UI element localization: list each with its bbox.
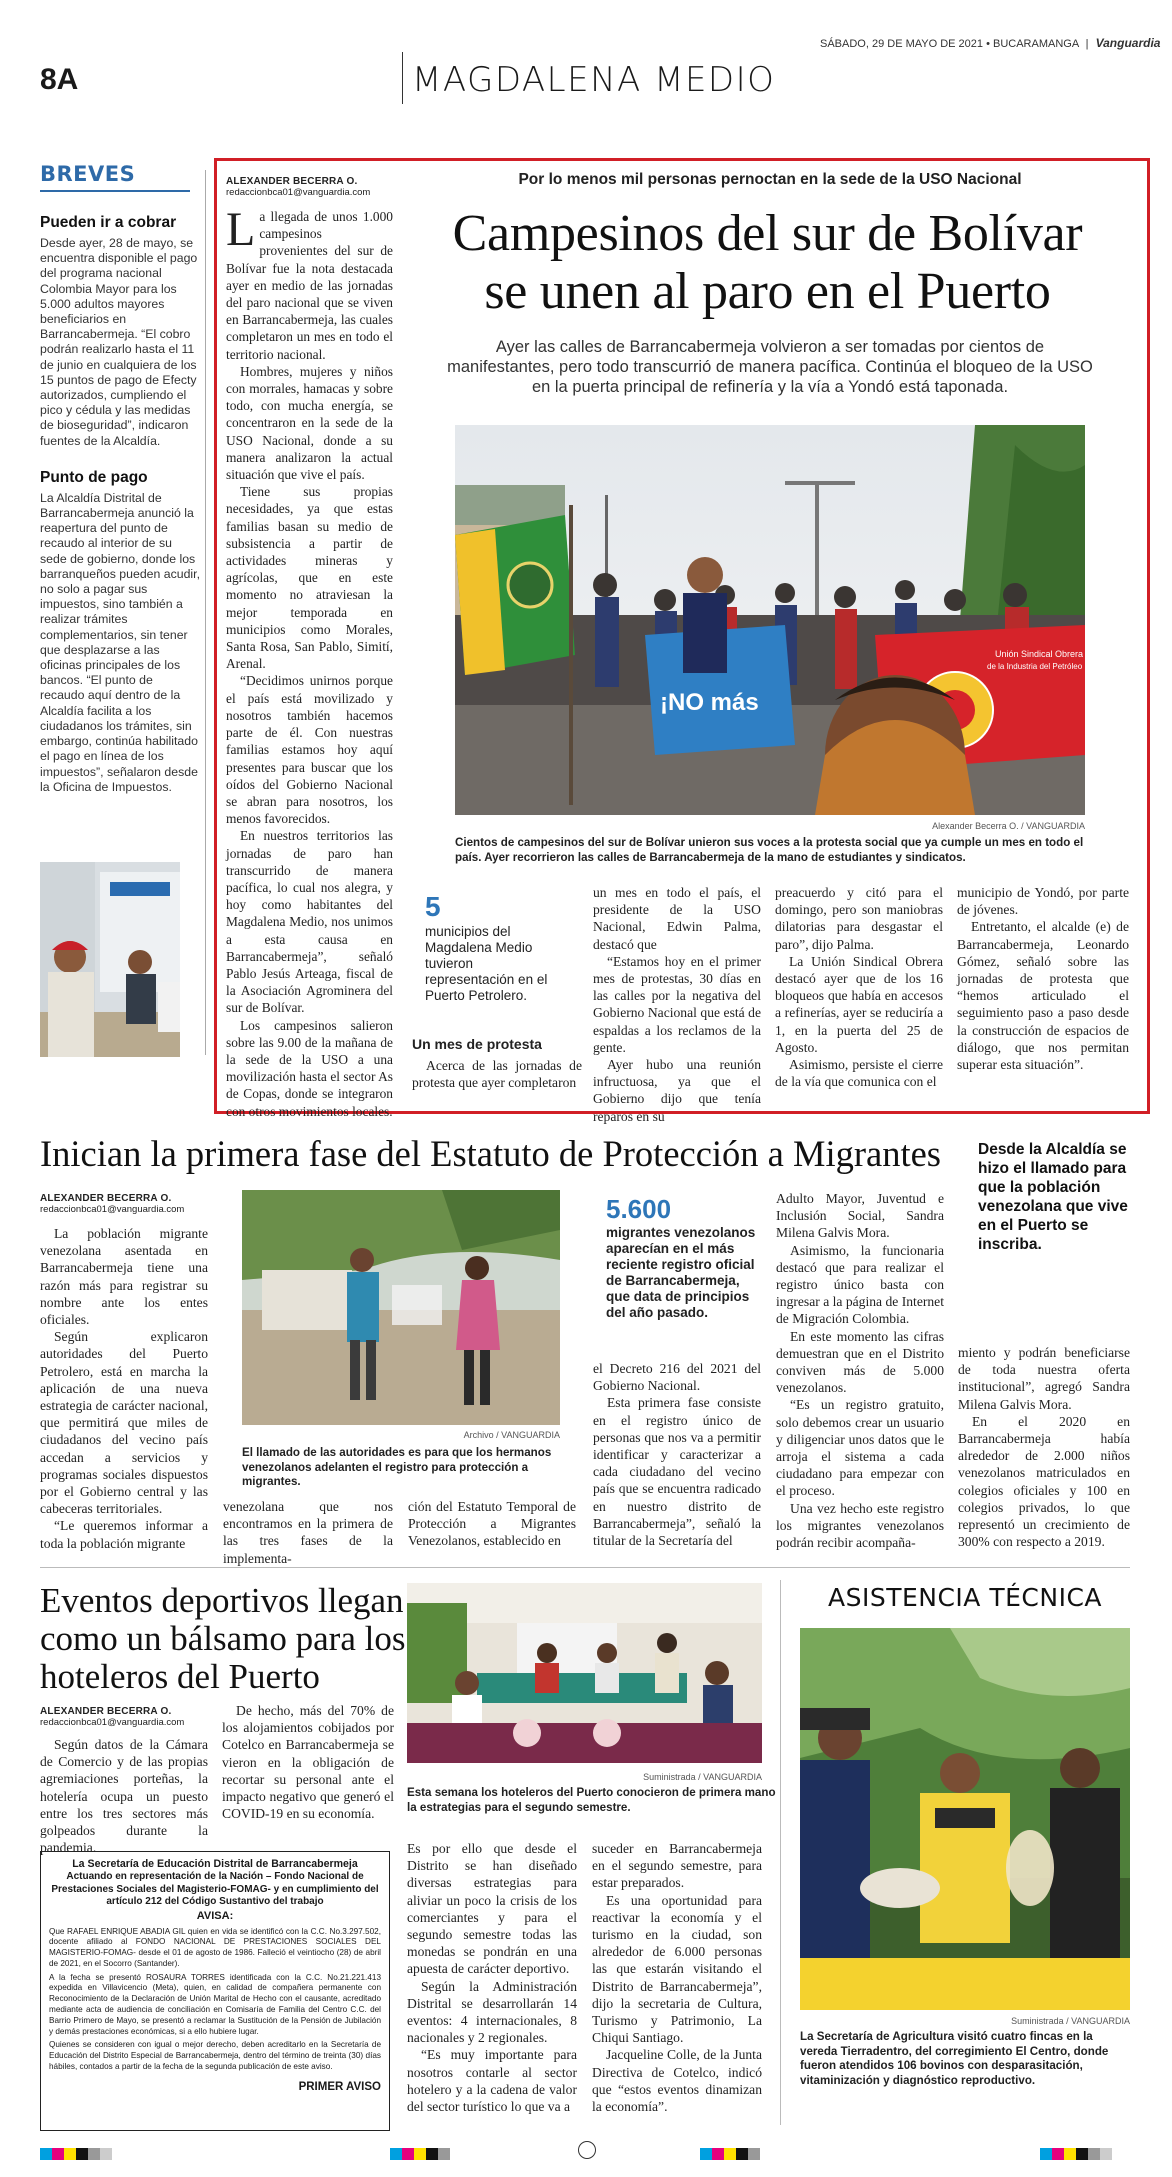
article-paragraph: Es por ello que desde el Distrito se han diseñado diversas estrategias para aliviar un poco la crisis de los comerciantes y para el segundo semestre todas las monedas se pondrán en una apuesta de carácter deportivo. <box>407 1841 577 1977</box>
technical-photo <box>800 1628 1130 2010</box>
lead-stat <box>425 892 555 1004</box>
article-paragraph: Según la Administración Distrital se desarrollarán 14 eventos: 4 internacionales, 8 nacionales y 2 regionales. <box>407 1978 577 2046</box>
article-paragraph: suceder en Barrancabermeja en el segundo semestre, para estar preparados. <box>592 1841 762 1891</box>
lead-paragraph <box>226 203 393 363</box>
column-divider <box>780 1580 781 2125</box>
lead-paragraph: municipio de Yondó, por parte de jóvenes. <box>957 885 1129 918</box>
technical-headline: ASISTENCIA TÉCNICA <box>827 1583 1102 1612</box>
migrants-column-3 <box>593 1360 761 1549</box>
brief-item <box>40 214 200 449</box>
migrants-byline <box>40 1193 184 1215</box>
lead-headline <box>405 205 1130 321</box>
author-name: ALEXANDER BECERRA O. <box>40 1706 172 1717</box>
sports-byline <box>40 1706 184 1728</box>
lead-column-5 <box>957 884 1129 1073</box>
notice-subtitle: Actuando en representación de la Nación – Fondo Nacional de Prestaciones Sociales del Magisterio-FOMAG- y en cumplimiento del artículo 212 del Código Sustantivo del trabajo <box>51 1871 379 1907</box>
brief-text: La Alcaldía Distrital de Barrancabermeja anunció la reapertura del punto de recaudo al interior de su sede de gobierno, donde los barranqueños pueden acudir, no solo a pagar sus impuestos, sino también a realizar trámites complementarios, sin tener que desplazarse a las oficinas principales de los bancos. “El punto de recaudo aquí dentro de la Alcaldía facilita a los ciudadanos los trámites, sin embargo, continúa habilitado el pago en línea de los impuestos”, señalaron desde la Oficina de Impuestos. <box>40 490 200 794</box>
article-paragraph: Esta primera fase consiste en el registro único de personas que nos va a permitir identificar y caracterizar a cada ciudadano del vecino país que se encuentra radicado en nuestro distrito de Barrancabermeja”, señaló la titular de la Secretaría del <box>593 1395 761 1549</box>
author-email: redaccionbca01@vanguardia.com <box>40 1204 185 1215</box>
lead-photo-credit: Alexander Becerra O. / VANGUARDIA <box>932 821 1085 831</box>
lead-paragraph: un mes en todo el país, el presidente de la USO Nacional, Edwin Palma, destacó que <box>593 885 761 952</box>
banner-text: de la Industria del Petróleo <box>987 662 1083 671</box>
technical-photo-credit: Suministrada / VANGUARDIA <box>1011 2016 1130 2026</box>
article-paragraph: Adulto Mayor, Juventud e Inclusión Social, Sandra Milena Galvis Mora. <box>776 1191 944 1241</box>
sports-column-1 <box>40 1736 208 1856</box>
article-paragraph: Según datos de la Cámara de Comercio y de las propias agremiaciones porteñas, la hotelería ocupa un puesto entre los tres sectores más golpeados durante la pandemia. <box>40 1737 208 1856</box>
migrants-caption: El llamado de las autoridades es para que los hermanos venezolanos adelanten el registro para protección a migrantes. <box>242 1446 552 1488</box>
headline-line-1: Campesinos del sur de Bolívar <box>452 205 1083 262</box>
migrants-under-photo-b <box>408 1498 576 1550</box>
notice-footer: PRIMER AVISO <box>298 2080 381 2093</box>
brief-text: Desde ayer, 28 de mayo, se encuentra disponible el pago del programa nacional Colombia Mayor para los 5.000 adultos mayores beneficiarios en Barrancabermeja. “El cobro podrán realizarlo hasta el 11 de junio en cualquiera de los 15 puntos de pago de Efecty autorizados, cumpliendo el pico y cédula y las medidas de bioseguridad”, indicaron fuentes de la Alcaldía. <box>40 236 198 448</box>
headline-line-2: se unen al paro en el Puerto <box>484 263 1051 320</box>
migrants-under-photo-a <box>223 1498 393 1567</box>
dateline: SÁBADO, 29 DE MAYO DE 2021 • BUCARAMANGA | Vanguardia <box>820 36 1161 50</box>
article-paragraph: Según explicaron autoridades del Puerto Petrolero, está en marcha la aplicación de una nueva estrategia de carácter nacional, que permitirá que miles de ciudadanos del vecino país accedan a servicios y programas sociales dispuestos por el Gobierno central y las cabeceras territoriales. <box>40 1329 208 1517</box>
migrants-pullquote: Desde la Alcaldía se hizo el llamado para que la población venezolana que vive en el Puerto se inscriba. <box>978 1141 1128 1253</box>
date-text: SÁBADO, 29 DE MAYO DE 2021 • BUCARAMANGA <box>820 38 1079 50</box>
lead-paragraph: La Unión Sindical Obrera destacó ayer que de los 16 bloqueos que había en accesos a refinerías, ayer se reduciría a 1, en la puerta del 25 de Agosto. <box>775 953 943 1055</box>
header-divider <box>402 52 403 104</box>
sports-photo <box>407 1583 762 1763</box>
lead-photo <box>455 425 1085 815</box>
page-number: 8A <box>40 63 79 96</box>
article-paragraph: “Es muy importante para nosotros contarle al sector hotelero y a la cadena de valor del sector turístico lo que va a <box>407 2047 577 2115</box>
briefs-label: BREVES <box>40 162 136 186</box>
sports-column-3 <box>407 1840 577 2115</box>
lead-paragraph: Entretanto, el alcalde (e) de Barrancabermeja, Leonardo Gómez, señaló sobre las jornadas de protesta que “hemos articulado el seguimiento paso a paso desde la construcción de espacios de diálogo, que nos permitan superar esta situación”. <box>957 919 1129 1073</box>
lead-subhead: Un mes de protesta <box>412 1036 542 1052</box>
sports-column-4 <box>592 1840 762 2115</box>
migrants-column-5 <box>958 1344 1130 1550</box>
briefs-rule <box>40 190 190 192</box>
registration-bar-center-left <box>390 2145 450 2164</box>
article-paragraph: venezolana que nos encontramos en la primera de las tres fases de la implementa- <box>223 1499 393 1566</box>
lead-paragraph: Asimismo, persiste el cierre de la vía que comunica con el <box>775 1057 943 1090</box>
sports-column-2 <box>222 1702 394 1822</box>
registration-bar-left <box>40 2145 112 2164</box>
briefs-column <box>40 162 200 1057</box>
article-paragraph: “Le queremos informar a toda la población migrante <box>40 1518 208 1551</box>
banner-text: Unión Sindical Obrera <box>995 649 1084 659</box>
lead-paragraph: “Estamos hoy en el primer mes de protestas, 30 días en las calles por la negativa del Gobierno Nacional que está de espaldas a los reclamos de la gente. <box>593 953 761 1055</box>
article-paragraph: En el 2020 en Barrancabermeja había alrededor de 2.000 niños venezolanos matriculados en colegios oficiales y 100 en colegios privados, lo que representó un crecimiento de 300% con respecto a 2019. <box>958 1413 1130 1550</box>
lead-caption: Cientos de campesinos del sur de Bolívar unieron sus voces a la protesta social que ya cumple un mes en todo el país. Ayer recorrieron las calles de Barrancabermeja de la mano de estudiantes y sindicatos. <box>455 836 1084 864</box>
author-email: redaccionbca01@vanguardia.com <box>226 187 371 198</box>
lead-paragraph: En nuestros territorios las jornadas de paro han transcurrido de manera pacífica, lo cual nos alegra, y hoy como habitantes del Magdalena Medio, nos unimos a esta causa en Barrancabermeja”, señaló Pablo Jesús Arteaga, fiscal de la Asociación Agrominera del sur de Bolívar. <box>226 828 393 1016</box>
migrants-stat <box>606 1195 756 1321</box>
article-paragraph: La población migrante venezolana asentada en Barrancabermeja tiene una razón más para registrar su nombre ante los entes oficiales. <box>40 1226 208 1328</box>
migrants-column-4 <box>776 1190 944 1551</box>
article-paragraph: miento y podrán beneficiarse de toda nuestra oferta institucional”, agregó Sandra Milena Galvis Mora. <box>958 1345 1130 1412</box>
brand-logo: Vanguardia <box>1095 36 1161 50</box>
legal-notice <box>40 1851 390 2131</box>
lead-paragraph: preacuerdo y citó para el domingo, pero son maniobras dilatorias para desgastar el paro”, dijo Palma. <box>775 885 943 952</box>
drop-cap: L <box>226 203 256 256</box>
article-paragraph: De hecho, más del 70% de los alojamientos cobijados por Cotelco en Barrancabermeja se vieron en la obligación de recortar su personal ante el impacto negativo que generó el COVID-19 en su economía. <box>222 1703 394 1822</box>
section-divider <box>40 1567 1130 1568</box>
brief-title: Pueden ir a cobrar <box>40 214 177 231</box>
migrants-photo-credit: Archivo / VANGUARDIA <box>463 1430 560 1440</box>
technical-caption: La Secretaría de Agricultura visitó cuatro fincas en la vereda Tierradentro, del corregimiento El Centro, donde fueron atendidos 106 bovinos con desparasitación, vitaminización y diagnóstico reproductivo. <box>800 2030 1109 2087</box>
author-name: ALEXANDER BECERRA O. <box>226 176 358 187</box>
lead-deck: Ayer las calles de Barrancabermeja volvieron a ser tomadas por cientos de manifestantes, pero todo transcurrió de manera pacífica. Continúa el bloqueo de la USO en la puerta principal de refinería y la vía a Yondó está taponada. <box>447 338 1093 396</box>
migrants-headline: Inician la primera fase del Estatuto de Protección a Migrantes <box>40 1133 942 1174</box>
notice-paragraph: Quienes se consideren con igual o mejor derecho, deben acreditarlo en la Secretaría de Educación del Distrito Especial de Barrancabermeja, dentro del término de treinta (30) días hábiles, contados a partir de la fecha de la segunda publicación de este aviso. <box>49 2040 381 2072</box>
migrants-photo <box>242 1190 560 1425</box>
notice-paragraph: Que RAFAEL ENRIQUE ABADIA GIL quien en vida se identificó con la C.C. No.3.297.502, docente afiliado al FONDO NACIONAL DE PRESTACIONES SOCIALES DEL MAGISTERIO-FOMAG- desde el 01 de agosto de 1986. Falleció el veintiocho (28) de abril de 2021, en el Socorro (Santander). <box>49 1926 381 1968</box>
lead-kicker: Por lo menos mil personas pernoctan en la sede de la USO Nacional <box>518 171 1022 188</box>
author-email: redaccionbca01@vanguardia.com <box>40 1717 185 1728</box>
lead-paragraph: Ayer hubo una reunión infructuosa, ya que el Gobierno dijo que tenía reparos en su <box>593 1057 761 1124</box>
article-paragraph: Jacqueline Colle, de la Junta Directiva de Cotelco, indicó que “estos eventos dinamizan la economía”. <box>592 2047 762 2115</box>
stat-number: 5 <box>425 891 441 922</box>
lead-byline <box>226 176 370 198</box>
article-paragraph: Una vez hecho este registro los migrantes venezolanos podrán recibir acompaña- <box>776 1500 944 1551</box>
lead-column-4 <box>775 884 943 1090</box>
brief-photo <box>40 862 180 1057</box>
sports-caption: Esta semana los hoteleros del Puerto conocieron de primera mano la estrategias para el segundo semestre. <box>407 1786 776 1814</box>
lead-paragraph: Tiene sus propias necesidades, ya que estas familias basan su medio de subsistencia a partir de actividades mineras y agrícolas, que en este momento no atraviesan la mejor temporada en municipios como Morales, Santa Rosa, San Pablo, Simití, Arenal. <box>226 484 393 672</box>
article-paragraph: En este momento las cifras demuestran que en el Distrito conviven más de 5.000 venezolanos. <box>776 1328 944 1396</box>
stat-text: migrantes venezolanos aparecían en el más reciente registro oficial de Barrancabermeja, que data de principios del año pasado. <box>606 1225 756 1320</box>
brief-item <box>40 469 200 795</box>
registration-bar-right <box>1040 2145 1112 2164</box>
lead-paragraph: Los campesinos salieron sobre las 9.00 de la mañana de la sede de la USO a una movilización hasta el sector As de Copas, donde se integraron con otros movimientos locales. <box>226 1017 393 1119</box>
notice-paragraph: A la fecha se presentó ROSAURA TORRES identificada con la C.C. No.21.221.413 expedida en Villavicencio (Meta), quien, en calidad de compañera permanente con Reconocimiento de la Declaración de Unión Marital de Hecho con el causante, acreditado mediante acta de audiencia de conciliación en Comisaría de Familia del Centro C.C. del Barrio Primero de Mayo, se presentó a reclamar la Sustitución de la Pensión de Jubilación y demás prestaciones económicas, si a ello hubiere lugar. <box>49 1972 381 2036</box>
stat-number: 5.600 <box>606 1194 672 1224</box>
lead-paragraph: Acerca de las jornadas de protesta que ayer completaron <box>412 1058 582 1091</box>
lead-paragraph-text: a llegada de unos 1.000 campesinos provenientes del sur de Bolívar fue la nota destacada ayer en medio de las jornadas del paro nacional que se viven en Barrancabermeja, las cuales completaron un mes en todo el territorio nacional. <box>226 209 393 362</box>
registration-bar-center-right <box>700 2145 760 2164</box>
article-paragraph: el Decreto 216 del 2021 del Gobierno Nacional. <box>593 1361 761 1394</box>
brief-title: Punto de pago <box>40 468 148 486</box>
article-paragraph: “Es un registro gratuito, solo debemos crear un usuario y diligenciar unos datos que le arroja el sistema a cada ciudadano para empezar con el proceso. <box>776 1397 944 1499</box>
article-paragraph: Asimismo, la funcionaria destacó que para realizar el registro único basta con ingresar a la página de Internet de Migración Colombia. <box>776 1242 944 1327</box>
lead-paragraph: Hombres, mujeres y niños con morrales, hamacas y sobre todo, con mucha energía, se concentraron en la sede de la USO Nacional, donde a su manera analizaron la actual situación que vive el país. <box>226 363 393 483</box>
notice-title: La Secretaría de Educación Distrital de Barrancabermeja <box>72 1858 358 1870</box>
section-title: MAGDALENA MEDIO <box>412 60 776 100</box>
page-header <box>0 0 1172 110</box>
lead-paragraph: “Decidimos unirnos porque el país está movilizado y nosotros también hacemos parte de él. Con nuestras familias estamos hoy aquí presentes para buscar que los oídos del Gobierno Nacional se abran para nosotros, los menos favorecidos. <box>226 673 393 827</box>
lead-column-3 <box>593 884 761 1125</box>
sports-headline: Eventos deportivos llegan como un bálsamo para los hoteleros del Puerto <box>40 1581 406 1696</box>
author-name: ALEXANDER BECERRA O. <box>40 1193 172 1204</box>
briefs-divider <box>205 170 206 1055</box>
lead-column-1 <box>226 203 393 1120</box>
banner-text: ¡NO más <box>660 689 759 716</box>
lead-column-2-tail <box>412 1036 582 1092</box>
article-paragraph: Es una oportunidad para reactivar la economía y el turismo en la ciudad, son alrededor de 6.000 personas las que estarán visitando el Distrito de Barrancabermeja”, dijo la secretaria de Cultura, Turismo y Patrimonio, La Chiqui Santiago. <box>592 1892 762 2046</box>
sports-photo-credit: Suministrada / VANGUARDIA <box>643 1772 762 1782</box>
stat-text: municipios del Magdalena Medio tuvieron representación en el Puerto Petrolero. <box>425 924 548 1003</box>
article-paragraph: ción del Estatuto Temporal de Protección a Migrantes Venezolanos, establecido en <box>408 1499 576 1549</box>
migrants-column-1 <box>40 1225 208 1552</box>
registration-target-icon <box>578 2141 596 2159</box>
notice-avisa: AVISA: <box>196 1909 234 1922</box>
